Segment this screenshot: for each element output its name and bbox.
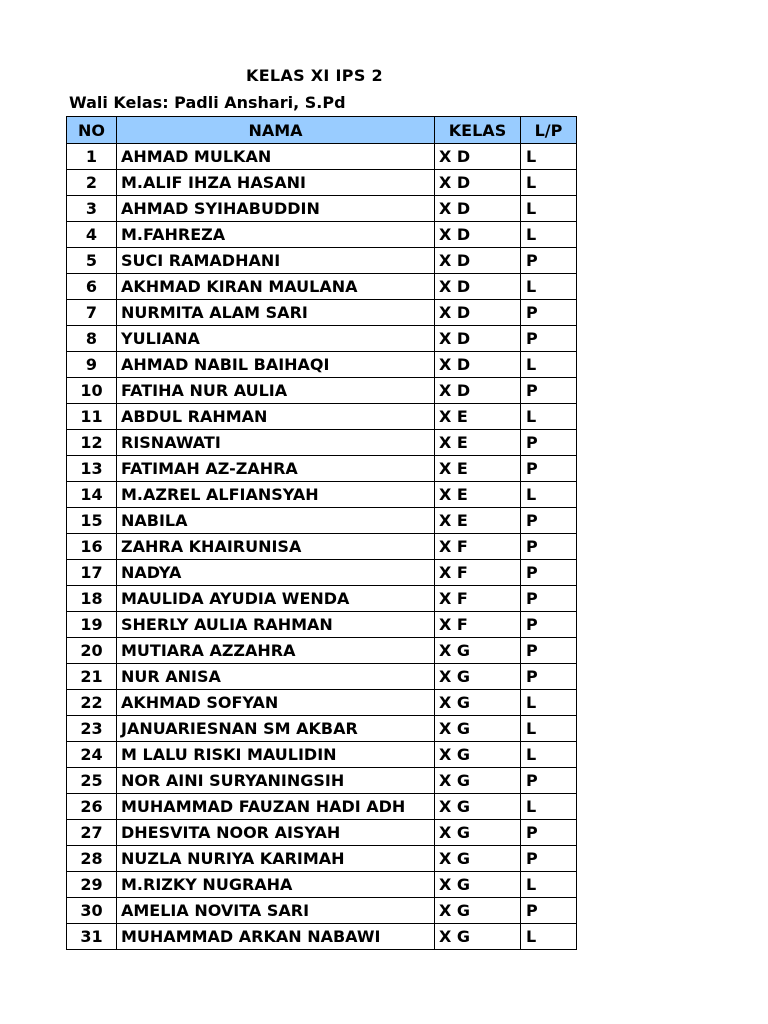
table-row xyxy=(67,872,577,898)
cell-kelas: X F xyxy=(435,586,521,612)
cell-lp: L xyxy=(521,170,577,196)
cell-no: 26 xyxy=(67,794,117,820)
table-row xyxy=(67,560,577,586)
table-row xyxy=(67,716,577,742)
table-row xyxy=(67,820,577,846)
cell-kelas: X D xyxy=(435,196,521,222)
cell-no: 22 xyxy=(67,690,117,716)
cell-nama: YULIANA xyxy=(117,326,435,352)
cell-no: 18 xyxy=(67,586,117,612)
cell-nama: JANUARIESNAN SM AKBAR xyxy=(117,716,435,742)
cell-kelas: X D xyxy=(435,352,521,378)
cell-lp: L xyxy=(521,482,577,508)
cell-nama: NOR AINI SURYANINGSIH xyxy=(117,768,435,794)
cell-no: 30 xyxy=(67,898,117,924)
cell-no: 2 xyxy=(67,170,117,196)
cell-kelas: X D xyxy=(435,144,521,170)
table-row xyxy=(67,612,577,638)
cell-kelas: X D xyxy=(435,378,521,404)
cell-nama: RISNAWATI xyxy=(117,430,435,456)
cell-lp: P xyxy=(521,534,577,560)
cell-no: 11 xyxy=(67,404,117,430)
cell-kelas: X G xyxy=(435,924,521,950)
cell-lp: L xyxy=(521,716,577,742)
cell-nama: AMELIA NOVITA SARI xyxy=(117,898,435,924)
cell-no: 20 xyxy=(67,638,117,664)
cell-kelas: X D xyxy=(435,222,521,248)
homeroom-teacher-label: Wali Kelas: Padli Anshari, S.Pd xyxy=(69,93,346,112)
cell-nama: FATIMAH AZ-ZAHRA xyxy=(117,456,435,482)
cell-no: 14 xyxy=(67,482,117,508)
cell-nama: MUTIARA AZZAHRA xyxy=(117,638,435,664)
cell-kelas: X E xyxy=(435,430,521,456)
cell-kelas: X D xyxy=(435,326,521,352)
cell-nama: ZAHRA KHAIRUNISA xyxy=(117,534,435,560)
header-lp: L/P xyxy=(521,117,577,144)
cell-no: 28 xyxy=(67,846,117,872)
cell-lp: L xyxy=(521,690,577,716)
cell-nama: NUR ANISA xyxy=(117,664,435,690)
table-row xyxy=(67,456,577,482)
table-row xyxy=(67,144,577,170)
cell-kelas: X G xyxy=(435,898,521,924)
cell-no: 23 xyxy=(67,716,117,742)
cell-nama: AHMAD NABIL BAIHAQI xyxy=(117,352,435,378)
cell-no: 24 xyxy=(67,742,117,768)
cell-nama: SUCI RAMADHANI xyxy=(117,248,435,274)
cell-lp: L xyxy=(521,196,577,222)
cell-kelas: X F xyxy=(435,612,521,638)
table-row xyxy=(67,378,577,404)
table-row xyxy=(67,274,577,300)
table-row xyxy=(67,664,577,690)
cell-nama: AKHMAD KIRAN MAULANA xyxy=(117,274,435,300)
cell-nama: AHMAD MULKAN xyxy=(117,144,435,170)
student-table xyxy=(66,116,577,950)
table-row xyxy=(67,300,577,326)
cell-no: 27 xyxy=(67,820,117,846)
cell-nama: M.AZREL ALFIANSYAH xyxy=(117,482,435,508)
cell-no: 15 xyxy=(67,508,117,534)
cell-no: 31 xyxy=(67,924,117,950)
cell-no: 17 xyxy=(67,560,117,586)
cell-no: 25 xyxy=(67,768,117,794)
cell-nama: ABDUL RAHMAN xyxy=(117,404,435,430)
cell-kelas: X E xyxy=(435,404,521,430)
cell-lp: L xyxy=(521,404,577,430)
cell-nama: MAULIDA AYUDIA WENDA xyxy=(117,586,435,612)
table-row xyxy=(67,404,577,430)
table-row xyxy=(67,196,577,222)
table-row xyxy=(67,690,577,716)
cell-lp: P xyxy=(521,664,577,690)
cell-kelas: X E xyxy=(435,482,521,508)
cell-nama: NUZLA NURIYA KARIMAH xyxy=(117,846,435,872)
cell-nama: MUHAMMAD ARKAN NABAWI xyxy=(117,924,435,950)
table-row xyxy=(67,846,577,872)
cell-kelas: X F xyxy=(435,534,521,560)
cell-kelas: X D xyxy=(435,248,521,274)
cell-lp: P xyxy=(521,508,577,534)
cell-kelas: X G xyxy=(435,794,521,820)
cell-nama: M.ALIF IHZA HASANI xyxy=(117,170,435,196)
table-row xyxy=(67,222,577,248)
header-nama: NAMA xyxy=(117,117,435,144)
cell-lp: P xyxy=(521,560,577,586)
table-row xyxy=(67,924,577,950)
table-row xyxy=(67,586,577,612)
cell-no: 10 xyxy=(67,378,117,404)
cell-no: 8 xyxy=(67,326,117,352)
cell-lp: P xyxy=(521,768,577,794)
cell-lp: P xyxy=(521,612,577,638)
cell-nama: NABILA xyxy=(117,508,435,534)
cell-kelas: X G xyxy=(435,716,521,742)
cell-lp: P xyxy=(521,846,577,872)
cell-lp: L xyxy=(521,222,577,248)
cell-lp: P xyxy=(521,638,577,664)
cell-lp: P xyxy=(521,326,577,352)
table-row xyxy=(67,638,577,664)
cell-no: 7 xyxy=(67,300,117,326)
table-row xyxy=(67,430,577,456)
cell-lp: L xyxy=(521,924,577,950)
cell-no: 1 xyxy=(67,144,117,170)
cell-kelas: X G xyxy=(435,638,521,664)
cell-kelas: X D xyxy=(435,170,521,196)
cell-no: 16 xyxy=(67,534,117,560)
cell-lp: P xyxy=(521,300,577,326)
header-no: NO xyxy=(67,117,117,144)
cell-nama: SHERLY AULIA RAHMAN xyxy=(117,612,435,638)
cell-no: 5 xyxy=(67,248,117,274)
table-row xyxy=(67,482,577,508)
cell-lp: P xyxy=(521,248,577,274)
cell-lp: L xyxy=(521,274,577,300)
table-row xyxy=(67,794,577,820)
cell-no: 13 xyxy=(67,456,117,482)
cell-nama: M.FAHREZA xyxy=(117,222,435,248)
cell-nama: NADYA xyxy=(117,560,435,586)
cell-no: 3 xyxy=(67,196,117,222)
table-row xyxy=(67,170,577,196)
table-body xyxy=(67,144,577,950)
cell-no: 12 xyxy=(67,430,117,456)
table-row xyxy=(67,248,577,274)
cell-kelas: X D xyxy=(435,274,521,300)
table-row xyxy=(67,326,577,352)
cell-kelas: X G xyxy=(435,742,521,768)
cell-no: 6 xyxy=(67,274,117,300)
header-kelas: KELAS xyxy=(435,117,521,144)
table-row xyxy=(67,508,577,534)
cell-kelas: X D xyxy=(435,300,521,326)
table-header-row xyxy=(67,117,577,144)
cell-nama: NURMITA ALAM SARI xyxy=(117,300,435,326)
cell-lp: P xyxy=(521,586,577,612)
cell-kelas: X G xyxy=(435,768,521,794)
cell-kelas: X G xyxy=(435,820,521,846)
cell-lp: P xyxy=(521,820,577,846)
cell-lp: P xyxy=(521,456,577,482)
cell-kelas: X G xyxy=(435,846,521,872)
cell-no: 21 xyxy=(67,664,117,690)
cell-kelas: X E xyxy=(435,508,521,534)
cell-nama: DHESVITA NOOR AISYAH xyxy=(117,820,435,846)
table-row xyxy=(67,352,577,378)
cell-kelas: X G xyxy=(435,872,521,898)
cell-kelas: X G xyxy=(435,690,521,716)
cell-lp: P xyxy=(521,378,577,404)
table-row xyxy=(67,742,577,768)
cell-no: 19 xyxy=(67,612,117,638)
cell-nama: AKHMAD SOFYAN xyxy=(117,690,435,716)
cell-lp: L xyxy=(521,794,577,820)
cell-lp: L xyxy=(521,742,577,768)
cell-kelas: X F xyxy=(435,560,521,586)
cell-nama: FATIHA NUR AULIA xyxy=(117,378,435,404)
cell-lp: L xyxy=(521,352,577,378)
cell-lp: L xyxy=(521,144,577,170)
cell-lp: L xyxy=(521,872,577,898)
cell-no: 9 xyxy=(67,352,117,378)
cell-nama: M LALU RISKI MAULIDIN xyxy=(117,742,435,768)
cell-lp: P xyxy=(521,430,577,456)
cell-nama: M.RIZKY NUGRAHA xyxy=(117,872,435,898)
cell-no: 4 xyxy=(67,222,117,248)
cell-lp: P xyxy=(521,898,577,924)
table-row xyxy=(67,898,577,924)
cell-nama: MUHAMMAD FAUZAN HADI ADH xyxy=(117,794,435,820)
cell-kelas: X G xyxy=(435,664,521,690)
cell-nama: AHMAD SYIHABUDDIN xyxy=(117,196,435,222)
table-row xyxy=(67,534,577,560)
cell-no: 29 xyxy=(67,872,117,898)
page-title: KELAS XI IPS 2 xyxy=(246,66,383,85)
cell-kelas: X E xyxy=(435,456,521,482)
table-row xyxy=(67,768,577,794)
